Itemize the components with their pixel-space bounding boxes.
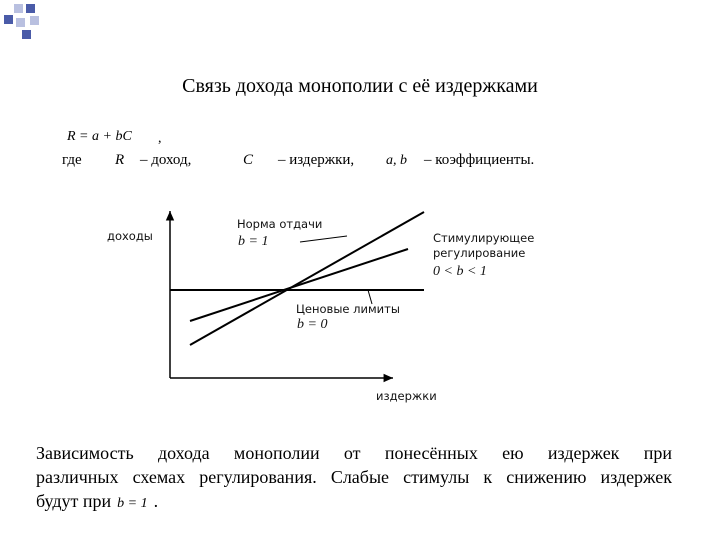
c-description: – издержки, [278, 152, 355, 168]
caption-line-1: Зависимость дохода монополии от понесённых ею издержек при [36, 443, 672, 463]
ab-symbol: a, b [386, 153, 407, 168]
caption-line-3-suffix: . [153, 491, 159, 511]
formula-comma: , [158, 131, 162, 146]
annotation-cost-plus: Норма отдачи [237, 217, 323, 231]
caption-line-3-prefix: будут при [36, 491, 112, 511]
where-label: где [62, 152, 82, 168]
annotation-incentive: Стимулирующее регулирование [433, 231, 535, 260]
formula-equation: R = a + bC [67, 129, 132, 144]
r-description: – доход, [140, 152, 192, 168]
caption [36, 441, 672, 516]
r-symbol: R [115, 152, 125, 168]
pointer-cost-plus [300, 236, 347, 242]
x-axis-label: издержки [376, 389, 437, 403]
caption-line-2: различных схемах регулирования. Слабые стимулы к снижению издержек [36, 467, 672, 487]
caption-line-3 [36, 489, 672, 516]
caption-formula: b = 1 [117, 496, 148, 511]
slide-title: Связь дохода монополии с её издержками [182, 75, 538, 97]
annotation-price-cap: Ценовые лимиты [296, 302, 400, 316]
annotation-price-cap-formula: b = 0 [297, 317, 328, 332]
c-symbol: C [243, 152, 254, 168]
ab-description: – коэффициенты. [424, 152, 535, 168]
annotation-incentive-formula: 0 < b < 1 [433, 264, 487, 279]
y-axis-label: доходы [107, 229, 153, 243]
annotation-cost-plus-formula: b = 1 [238, 234, 269, 249]
